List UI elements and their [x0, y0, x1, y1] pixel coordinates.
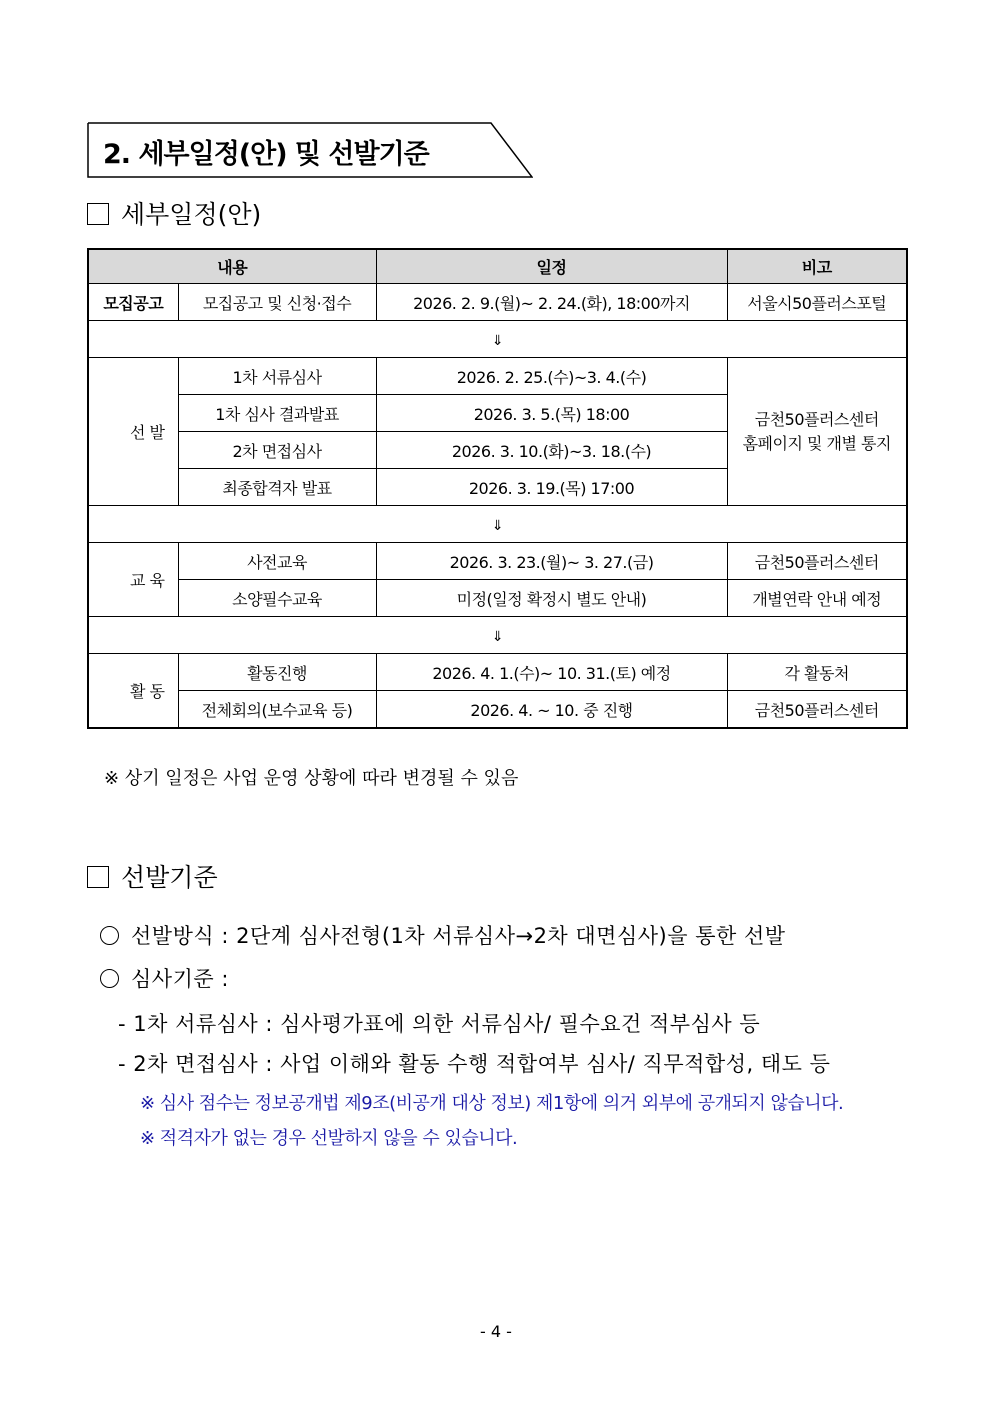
down-arrow-icon: ⇓	[491, 628, 504, 645]
schedule-heading	[87, 195, 261, 231]
arrow-cell	[88, 506, 907, 543]
circle-bullet-icon	[100, 969, 119, 988]
category-selection: 선 발	[88, 358, 178, 506]
table-row	[88, 580, 907, 617]
criteria-note-1: ※ 심사 점수는 정보공개법 제9조(비공개 대상 정보) 제1항에 의거 외부에 공개되지 않습니다.	[140, 1093, 844, 1114]
criteria-standard	[100, 963, 229, 993]
note-line-2: 홈페이지 및 개별 통지	[742, 433, 891, 453]
date-cell: 2026. 4. ~ 10. 중 진행	[376, 691, 727, 729]
arrow-row	[88, 617, 907, 654]
note-cell: 금천50플러스센터	[727, 691, 907, 729]
note-cell: 금천50플러스센터	[727, 543, 907, 580]
down-arrow-icon: ⇓	[491, 517, 504, 534]
schedule-note: ※ 상기 일정은 사업 운영 상황에 따라 변경될 수 있음	[104, 768, 519, 789]
table-row	[88, 691, 907, 729]
item-cell: 최종합격자 발표	[178, 469, 376, 506]
table-row	[88, 284, 907, 321]
note-cell: 서울시50플러스포털	[727, 284, 907, 321]
arrow-cell	[88, 617, 907, 654]
item-cell: 1차 서류심사	[178, 358, 376, 395]
criteria-method-text: 선발방식 : 2단계 심사전형(1차 서류심사→2차 대면심사)을 통한 선발	[131, 924, 786, 948]
note-cell: 각 활동처	[727, 654, 907, 691]
arrow-row	[88, 321, 907, 358]
date-cell: 2026. 3. 10.(화)~3. 18.(수)	[376, 432, 727, 469]
note-cell: 개별연락 안내 예정	[727, 580, 907, 617]
schedule-heading-text: 세부일정(안)	[121, 200, 262, 229]
criteria-method	[100, 920, 786, 950]
category-activity: 활 동	[88, 654, 178, 729]
item-cell: 활동진행	[178, 654, 376, 691]
date-cell: 2026. 3. 23.(월)~ 3. 27.(금)	[376, 543, 727, 580]
date-cell: 2026. 3. 5.(목) 18:00	[376, 395, 727, 432]
arrow-row	[88, 506, 907, 543]
date-cell: 미정(일정 확정시 별도 안내)	[376, 580, 727, 617]
table-row	[88, 358, 907, 395]
header-content: 내용	[88, 249, 376, 284]
square-bullet-icon	[87, 203, 109, 225]
date-cell: 2026. 2. 25.(수)~3. 4.(수)	[376, 358, 727, 395]
item-cell: 사전교육	[178, 543, 376, 580]
circle-bullet-icon	[100, 926, 119, 945]
criteria-first: - 1차 서류심사 : 심사평가표에 의한 서류심사/ 필수요건 적부심사 등	[118, 1012, 761, 1036]
down-arrow-icon: ⇓	[491, 332, 504, 349]
section-heading: 2. 세부일정(안) 및 선발기준	[103, 139, 429, 170]
page-number: - 4 -	[480, 1322, 512, 1341]
criteria-note-2: ※ 적격자가 없는 경우 선발하지 않을 수 있습니다.	[140, 1128, 518, 1149]
square-bullet-icon	[87, 866, 109, 888]
table-header-row	[88, 249, 907, 284]
item-cell: 1차 심사 결과발표	[178, 395, 376, 432]
schedule-table	[87, 248, 908, 729]
category-recruit: 모집공고	[88, 284, 178, 321]
table-row	[88, 543, 907, 580]
date-cell: 2026. 3. 19.(목) 17:00	[376, 469, 727, 506]
header-remarks: 비고	[727, 249, 907, 284]
item-cell: 전체회의(보수교육 등)	[178, 691, 376, 729]
note-cell-selection	[727, 358, 907, 506]
criteria-standard-text: 심사기준 :	[131, 967, 229, 991]
table-row	[88, 654, 907, 691]
header-schedule: 일정	[376, 249, 727, 284]
note-line-1: 금천50플러스센터	[754, 409, 879, 429]
criteria-heading-text: 선발기준	[121, 863, 218, 892]
category-education: 교 육	[88, 543, 178, 617]
date-cell: 2026. 4. 1.(수)~ 10. 31.(토) 예정	[376, 654, 727, 691]
criteria-second: - 2차 면접심사 : 사업 이해와 활동 수행 적합여부 심사/ 직무적합성, 태도 등	[118, 1052, 831, 1076]
criteria-heading	[87, 858, 218, 894]
section-heading-box	[87, 122, 533, 178]
item-cell: 모집공고 및 신청·접수	[178, 284, 376, 321]
arrow-cell	[88, 321, 907, 358]
item-cell: 소양필수교육	[178, 580, 376, 617]
item-cell: 2차 면접심사	[178, 432, 376, 469]
date-cell: 2026. 2. 9.(월)~ 2. 24.(화), 18:00까지	[376, 284, 727, 321]
